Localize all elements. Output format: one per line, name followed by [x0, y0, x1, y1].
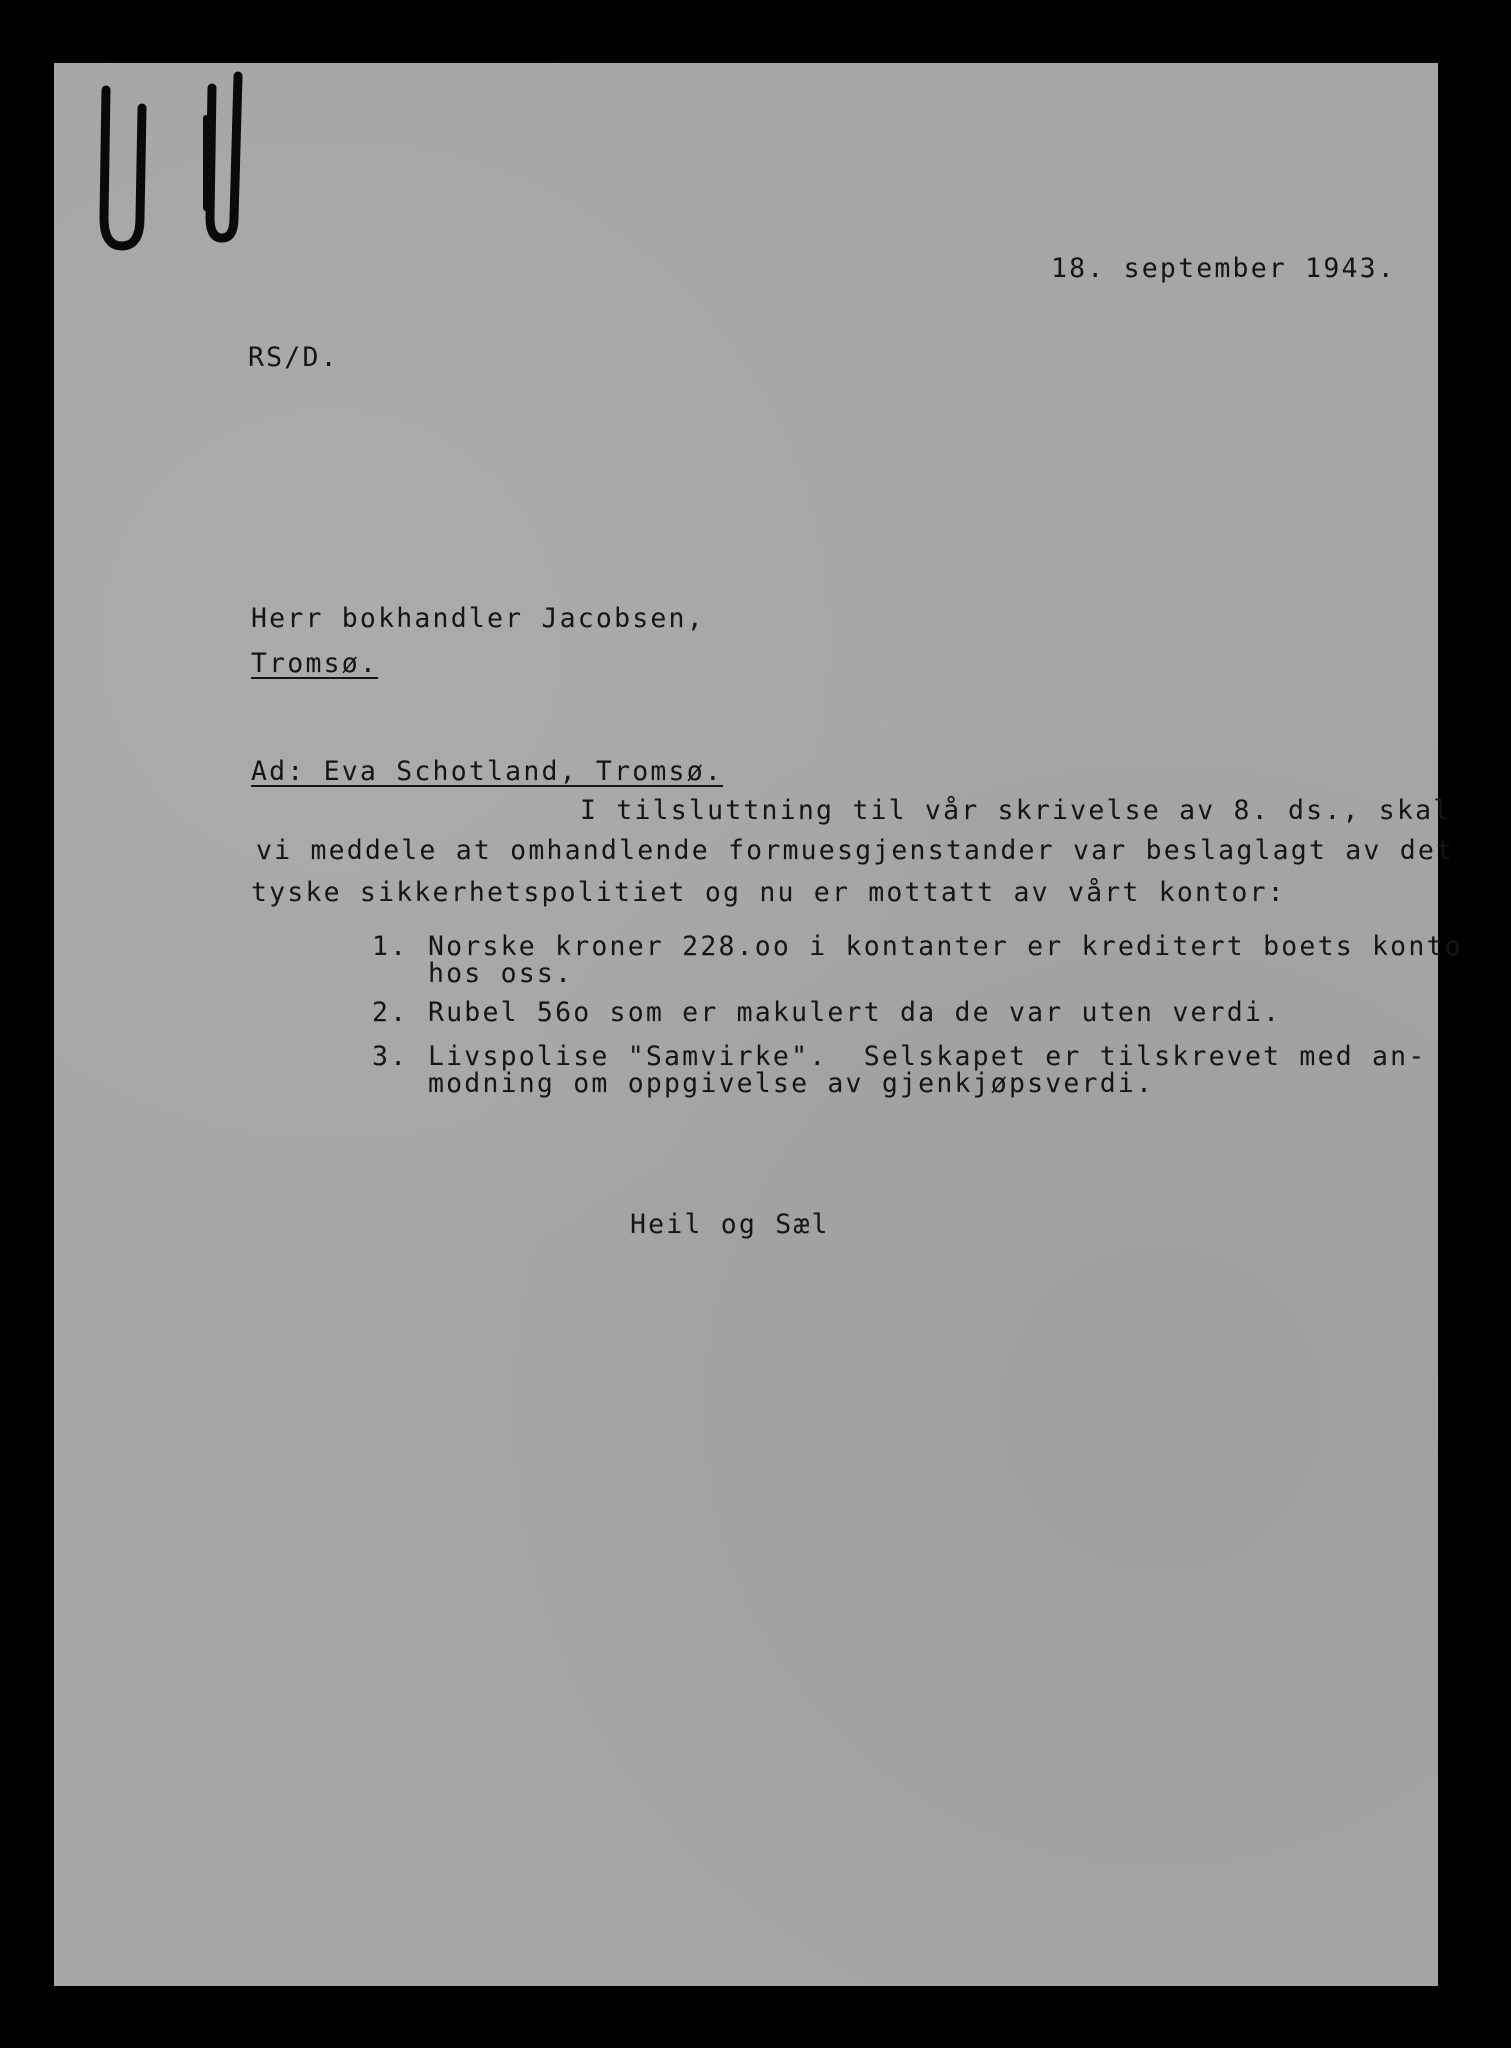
recipient-name: Herr bokhandler Jacobsen,: [251, 603, 705, 634]
list-item-text-line-2: hos oss.: [428, 958, 574, 989]
paper-clip-icon: [94, 68, 254, 268]
list-item-number: 1.: [372, 931, 409, 962]
list-item: [372, 1041, 1432, 1111]
list-item-text-line-2: modning om oppgivelse av gjenkjøpsverdi.: [428, 1068, 1155, 1099]
body-line-1: I tilsluttning til vår skrivelse av 8. ds., skal: [580, 795, 1452, 826]
list-item-text-line-1: Rubel 56o som er makulert da de var uten verdi.: [428, 997, 1282, 1028]
letter-date: 18. september 1943.: [1051, 253, 1396, 284]
list-item-number: 3.: [372, 1041, 409, 1072]
body-line-2: vi meddele at omhandlende formuesgjenstander var beslaglagt av det: [256, 835, 1455, 866]
list-item: [372, 931, 1463, 1001]
closing-salutation: Heil og Sæl: [630, 1209, 830, 1240]
reference-code: RS/D.: [248, 342, 339, 373]
body-line-3: tyske sikkerhetspolitiet og nu er mottatt av vårt kontor:: [251, 877, 1286, 908]
list-item-number: 2.: [372, 997, 409, 1028]
list-item-text-line-1: Norske kroner 228.oo i kontanter er kreditert boets konto: [428, 931, 1463, 962]
recipient-city: Tromsø.: [251, 648, 379, 679]
subject-line: Ad: Eva Schotland, Tromsø.: [251, 756, 724, 787]
list-item-text-line-1: Livspolise "Samvirke". Selskapet er tilskrevet med an-: [428, 1041, 1427, 1072]
